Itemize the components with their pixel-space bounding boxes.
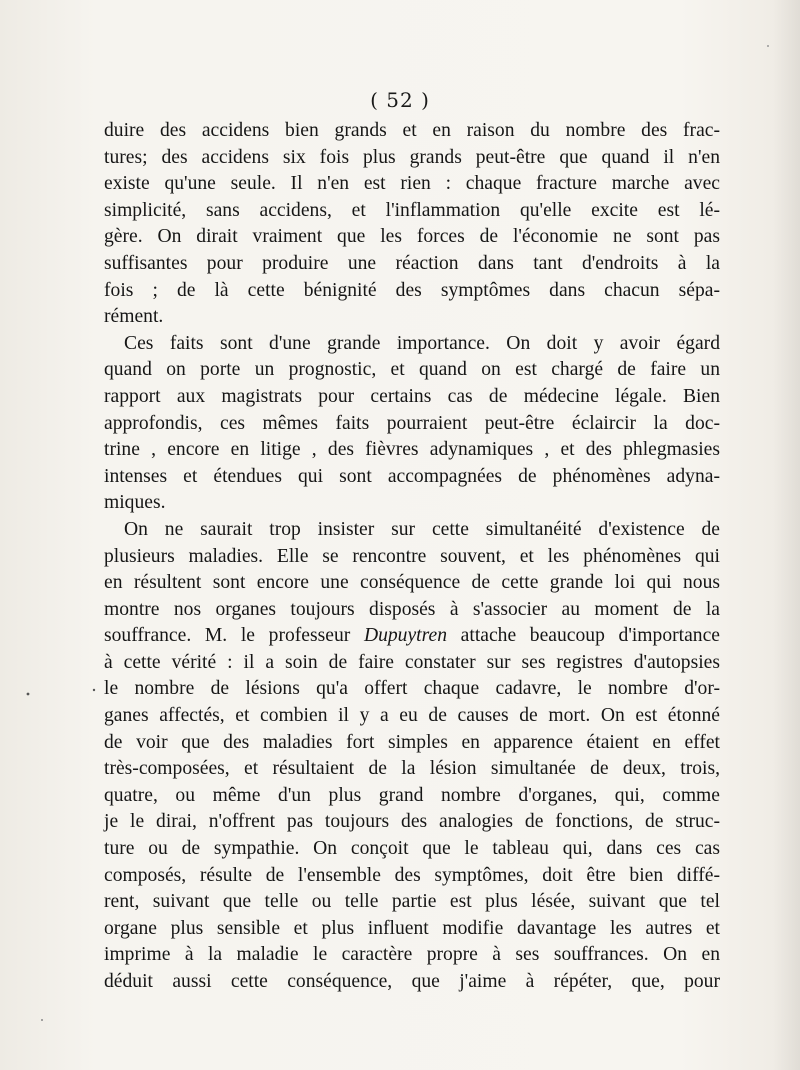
text-line: organe plus sensible et plus influent modifie davantage les autres et [104, 917, 720, 939]
text-line: à cette vérité : il a soin de faire constater sur ses registres d'autopsies [104, 651, 720, 673]
text-line: Ces faits sont d'une grande importance. On doit y avoir égard [124, 332, 720, 354]
text-line: quatre, ou même d'un plus grand nombre d'organes, qui, comme [104, 784, 720, 806]
text-line: gère. On dirait vraiment que les forces de l'économie ne sont pas [104, 226, 720, 248]
ink-speck [41, 1019, 43, 1021]
ink-speck [93, 689, 95, 691]
text-line: déduit aussi cette conséquence, que j'aime à répéter, que, pour [104, 971, 720, 992]
text-line: en résultent sont encore une conséquence de cette grande loi qui nous [104, 572, 720, 594]
text-line: plusieurs maladies. Elle se rencontre souvent, et les phénomènes qui [104, 545, 720, 567]
text-line: miques. [104, 492, 166, 514]
text-line: composés, résulte de l'ensemble des symptômes, doit être bien diffé- [104, 864, 720, 886]
paragraph-1 [104, 118, 720, 331]
body-text [104, 118, 720, 996]
text-line: ganes affectés, et combien il y a eu de causes de mort. On est étonné [104, 705, 720, 727]
page-number: ( 52 ) [370, 88, 430, 112]
paragraph-2 [104, 331, 720, 517]
text-line: rent, suivant que telle ou telle partie est plus lésée, suivant que tel [104, 891, 720, 913]
text-line: suffisantes pour produire une réaction dans tant d'endroits à la [104, 252, 720, 274]
text-line: fois ; de là cette bénignité des symptômes dans chacun sépa- [104, 279, 720, 301]
text-line: approfondis, ces mêmes faits pourraient peut-être éclaircir la doc- [104, 412, 720, 434]
text-line: très-composées, et résultaient de la lésion simultanée de deux, trois, [104, 758, 720, 780]
text-line: simplicité, sans accidens, et l'inflammation qu'elle excite est lé- [104, 199, 720, 221]
page-edge-shadow [772, 0, 800, 1070]
text-line: rapport aux magistrats pour certains cas de médecine légale. Bien [104, 385, 720, 407]
text-line-with-name [104, 623, 720, 650]
ink-speck [767, 45, 769, 47]
text-line: de voir que des maladies fort simples en apparence étaient en effet [104, 731, 720, 753]
text-line: le nombre de lésions qu'a offert chaque cadavre, le nombre d'or- [104, 678, 720, 700]
paragraph-3 [104, 517, 720, 996]
text-line: trine , encore en litige , des fièvres adynamiques , et des phlegmasies [104, 439, 720, 461]
text-line: imprime à la maladie le caractère propre à ses souffrances. On en [104, 944, 720, 966]
text-line: je le dirai, n'offrent pas toujours des analogies de fonctions, de struc- [104, 811, 720, 833]
text-line: existe qu'une seule. Il n'en est rien : chaque fracture marche avec [104, 173, 720, 195]
text-fragment: souffrance. M. le professeur [104, 625, 364, 647]
text-line: intenses et étendues qui sont accompagnées de phénomènes adyna- [104, 465, 720, 487]
author-name: Dupuytren [363, 625, 448, 647]
text-line: ture ou de sympathie. On conçoit que le tableau qui, dans ces cas [104, 838, 720, 860]
text-line: montre nos organes toujours disposés à s'associer au moment de la [104, 598, 720, 620]
ink-speck [27, 693, 30, 696]
text-line: On ne saurait trop insister sur cette simultanéité d'existence de [124, 518, 720, 540]
text-fragment: attache beaucoup d'importance [447, 625, 721, 647]
text-line: duire des accidens bien grands et en raison du nombre des frac- [104, 120, 720, 141]
text-line: quand on porte un prognostic, et quand on est chargé de faire un [104, 359, 720, 381]
text-line: rément. [104, 306, 164, 328]
text-line: tures; des accidens six fois plus grands peut-être que quand il n'en [104, 146, 720, 168]
